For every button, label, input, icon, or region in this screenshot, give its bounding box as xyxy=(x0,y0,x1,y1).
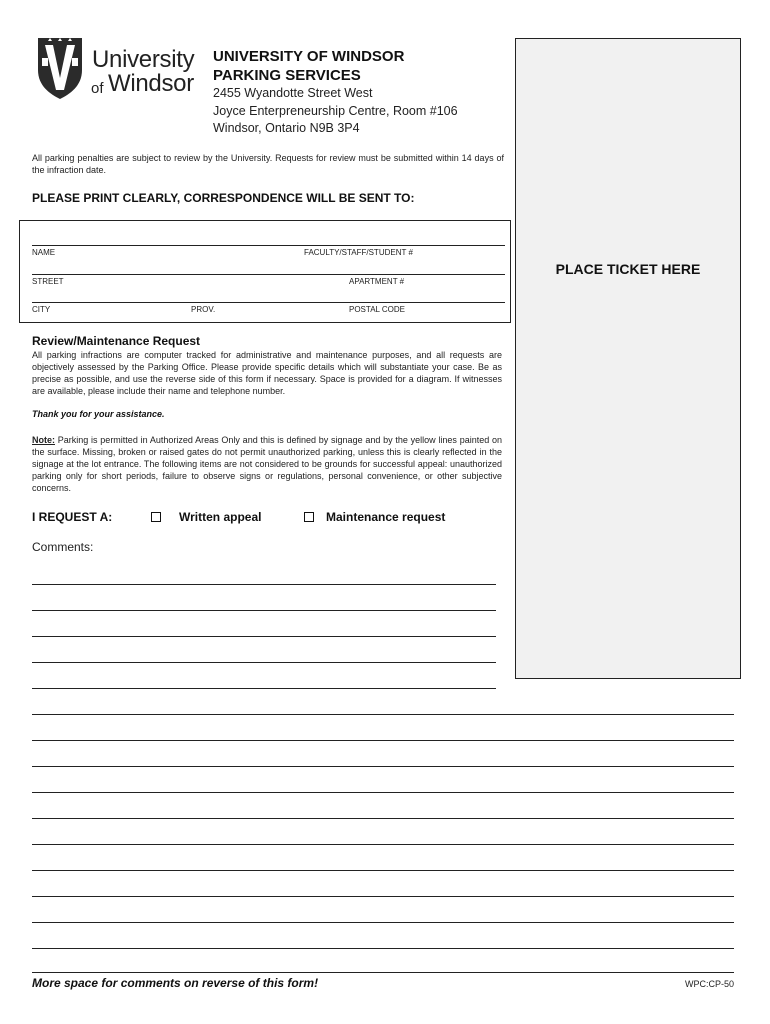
shield-crest-icon xyxy=(34,36,86,100)
review-notice: All parking penalties are subject to review by the University. Requests for review must be submitted within 14 days of the infraction date. xyxy=(32,153,504,175)
postal-code-field-label: POSTAL CODE xyxy=(349,305,406,314)
thanks-text: Thank you for your assistance. xyxy=(32,409,165,419)
department-name: PARKING SERVICES xyxy=(213,67,361,84)
address-line-1: 2455 Wyandotte Street West xyxy=(213,86,373,100)
review-paragraph: All parking infractions are computer tracked for administrative and maintenance purposes, and all requests are objectively assessed by the Parking Office. Please provide specific details which will substantiate your case. Be as precise as possible, and use the reverse side of this form if necessary. Space is provided for a diagram. If witnesses are available, please include their name and telephone number. xyxy=(32,350,502,396)
print-clearly-heading: PLEASE PRINT CLEARLY, CORRESPONDENCE WILL BE SENT TO: xyxy=(32,191,415,205)
maintenance-request-checkbox[interactable] xyxy=(304,512,314,522)
city-field-line[interactable] xyxy=(32,302,505,303)
note-label: Note: xyxy=(32,435,55,445)
request-label: I REQUEST A: xyxy=(32,510,113,524)
comment-line[interactable] xyxy=(32,584,496,585)
comment-line[interactable] xyxy=(32,896,734,897)
comment-line[interactable] xyxy=(32,688,496,689)
comment-line[interactable] xyxy=(32,844,734,845)
place-ticket-label: PLACE TICKET HERE xyxy=(555,261,701,277)
org-name: UNIVERSITY OF WINDSOR xyxy=(213,48,405,65)
name-field-label: NAME xyxy=(32,248,56,257)
comment-line[interactable] xyxy=(32,922,734,923)
mailing-address-box xyxy=(19,220,511,323)
logo-text-windsor: Windsor xyxy=(108,70,194,97)
address-line-2: Joyce Enterpreneurship Centre, Room #106 xyxy=(213,104,458,118)
note-paragraph xyxy=(32,434,502,494)
street-field-line[interactable] xyxy=(32,274,505,275)
comment-line[interactable] xyxy=(32,948,734,949)
reverse-side-note: More space for comments on reverse of this form! xyxy=(32,976,319,990)
comment-line[interactable] xyxy=(32,766,734,767)
comment-line[interactable] xyxy=(32,792,734,793)
comment-line[interactable] xyxy=(32,740,734,741)
name-field-line[interactable] xyxy=(32,245,505,246)
province-field-label: PROV. xyxy=(191,305,216,314)
comment-line[interactable] xyxy=(32,818,734,819)
street-field-label: STREET xyxy=(32,277,64,286)
comment-line[interactable] xyxy=(32,714,734,715)
faculty-field-label: FACULTY/STAFF/STUDENT # xyxy=(304,248,413,257)
logo-text-university: University xyxy=(92,46,195,73)
maintenance-request-label: Maintenance request xyxy=(326,510,446,524)
university-logo xyxy=(34,36,199,102)
comment-line[interactable] xyxy=(32,610,496,611)
form-code: WPC:CP-50 xyxy=(684,979,734,989)
comments-label: Comments: xyxy=(32,540,94,554)
written-appeal-checkbox[interactable] xyxy=(151,512,161,522)
comment-line[interactable] xyxy=(32,636,496,637)
note-text: Parking is permitted in Authorized Areas Only and this is defined by signage and by the yellow lines painted on the surface. Missing, broken or raised gates do not permit unauthorized parking, unless this is clearly reflected in the signage at the lot entrance. The following items are not considered to be grounds for successful appeal: unauthorized parking only for short periods, failure to observe signs or regulations, personal convenience, or other subjective concerns. xyxy=(32,435,502,493)
apartment-field-label: APARTMENT # xyxy=(349,277,405,286)
address-line-3: Windsor, Ontario N9B 3P4 xyxy=(213,121,360,135)
written-appeal-label: Written appeal xyxy=(179,510,262,524)
logo-text-of: of xyxy=(91,80,104,97)
review-section-title: Review/Maintenance Request xyxy=(32,334,201,348)
comment-line[interactable] xyxy=(32,662,496,663)
comment-line[interactable] xyxy=(32,870,734,871)
comment-line[interactable] xyxy=(32,972,734,973)
place-ticket-box xyxy=(515,38,741,679)
city-field-label: CITY xyxy=(32,305,51,314)
